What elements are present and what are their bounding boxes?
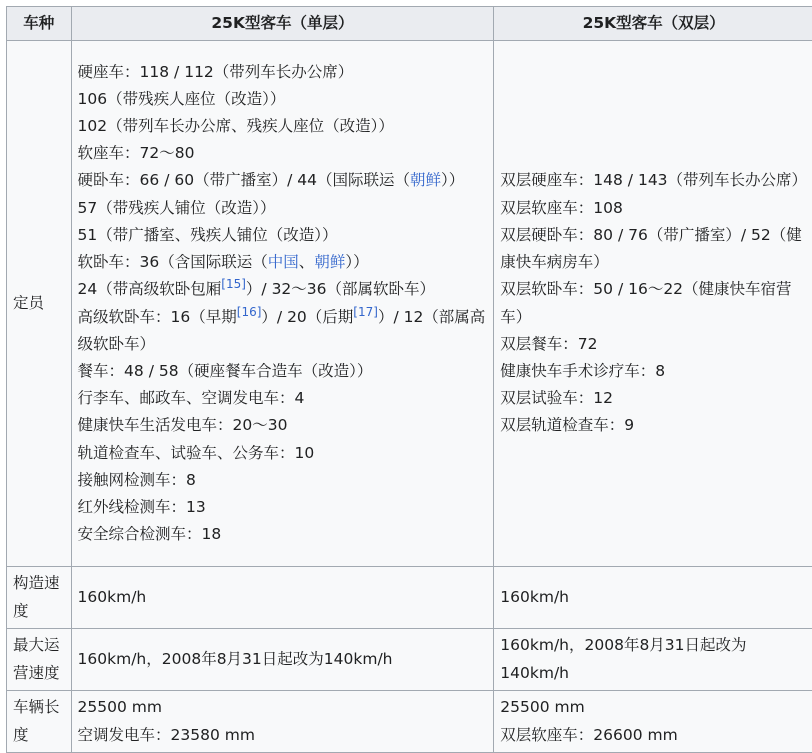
capacity-single-line	[78, 276, 488, 303]
reference-link[interactable]: [16]	[237, 304, 262, 318]
text-segment: ）/ 32～36（部属软卧车）	[246, 280, 435, 298]
capacity-single-line	[78, 249, 488, 276]
length-double-line: 双层软座车：26600 mm	[500, 722, 807, 749]
capacity-single-cell	[71, 41, 494, 567]
design-speed-double: 160km/h	[494, 567, 812, 629]
capacity-single-line: 软座车：72～80	[78, 140, 488, 167]
capacity-single-line: 轨道检查车、试验车、公务车：10	[78, 440, 488, 467]
capacity-single-line	[78, 304, 488, 358]
capacity-double-line: 双层软座车：108	[500, 195, 807, 222]
capacity-single-line: 接触网检测车：8	[78, 467, 488, 494]
capacity-double-line: 双层硬座车：148 / 143（带列车长办公席）	[500, 167, 807, 194]
length-label: 车辆长度	[7, 691, 72, 753]
text-segment: ））	[441, 171, 464, 189]
reference-link[interactable]: [17]	[353, 304, 378, 318]
capacity-single-line: 102（带列车长办公席、残疾人座位（改造））	[78, 113, 488, 140]
max-speed-single: 160km/h，2008年8月31日起改为140km/h	[71, 629, 494, 691]
text-segment: ））	[345, 253, 368, 271]
capacity-single-line	[78, 167, 488, 194]
text-segment: ）/ 20（后期	[261, 308, 353, 326]
capacity-double-line: 健康快车手术诊疗车：8	[500, 358, 807, 385]
length-row	[7, 691, 812, 753]
length-single-line: 25500 mm	[78, 694, 488, 721]
design-speed-single: 160km/h	[71, 567, 494, 629]
text-segment: 软卧车：36（含国际联运（	[78, 253, 268, 271]
length-double-cell	[494, 691, 812, 753]
max-speed-double: 160km/h，2008年8月31日起改为140km/h	[494, 629, 812, 691]
capacity-single-line: 行李车、邮政车、空调发电车：4	[78, 385, 488, 412]
capacity-double-line: 双层软卧车：50 / 16～22（健康快车宿营车）	[500, 276, 807, 330]
header-double-deck: 25K型客车（双层）	[494, 7, 812, 41]
text-segment: 高级软卧车：16（早期	[78, 308, 237, 326]
capacity-single-line: 餐车：48 / 58（硬座餐车合造车（改造））	[78, 358, 488, 385]
capacity-single-line: 106（带残疾人座位（改造））	[78, 86, 488, 113]
capacity-double-line: 双层试验车：12	[500, 385, 807, 412]
header-row	[7, 7, 812, 41]
capacity-single-line: 红外线检测车：13	[78, 494, 488, 521]
reference-link[interactable]: [15]	[221, 277, 246, 291]
design-speed-label: 构造速度	[7, 567, 72, 629]
text-segment: ）/ 12（部属高级软卧车）	[78, 308, 486, 353]
capacity-label: 定员	[7, 41, 72, 567]
length-single-cell	[71, 691, 494, 753]
capacity-single-line: 健康快车生活发电车：20～30	[78, 412, 488, 439]
max-speed-row	[7, 629, 812, 691]
capacity-double-line: 双层硬卧车：80 / 76（带广播室）/ 52（健康快车病房车）	[500, 222, 807, 276]
design-speed-row	[7, 567, 812, 629]
link-north-korea[interactable]: 朝鲜	[410, 171, 441, 189]
specs-table	[6, 6, 812, 753]
capacity-double-line: 双层轨道检查车：9	[500, 412, 807, 439]
capacity-single-line: 51（带广播室、残疾人铺位（改造））	[78, 222, 488, 249]
capacity-single-line: 57（带残疾人铺位（改造））	[78, 195, 488, 222]
text-segment: 24（带高级软卧包厢	[78, 280, 222, 298]
max-speed-label: 最大运营速度	[7, 629, 72, 691]
text-segment: 、	[299, 253, 315, 271]
capacity-double-line: 双层餐车：72	[500, 331, 807, 358]
text-segment: 硬卧车：66 / 60（带广播室）/ 44（国际联运（	[78, 171, 410, 189]
capacity-single-line: 安全综合检测车：18	[78, 521, 488, 548]
link-north-korea[interactable]: 朝鲜	[314, 253, 345, 271]
length-single-line: 空调发电车：23580 mm	[78, 722, 488, 749]
capacity-row	[7, 41, 812, 567]
capacity-single-line: 硬座车：118 / 112（带列车长办公席）	[78, 59, 488, 86]
length-double-line: 25500 mm	[500, 694, 807, 721]
header-single-deck: 25K型客车（单层）	[71, 7, 494, 41]
header-vehicle-type: 车种	[7, 7, 72, 41]
capacity-double-cell	[494, 41, 812, 567]
link-china[interactable]: 中国	[268, 253, 299, 271]
